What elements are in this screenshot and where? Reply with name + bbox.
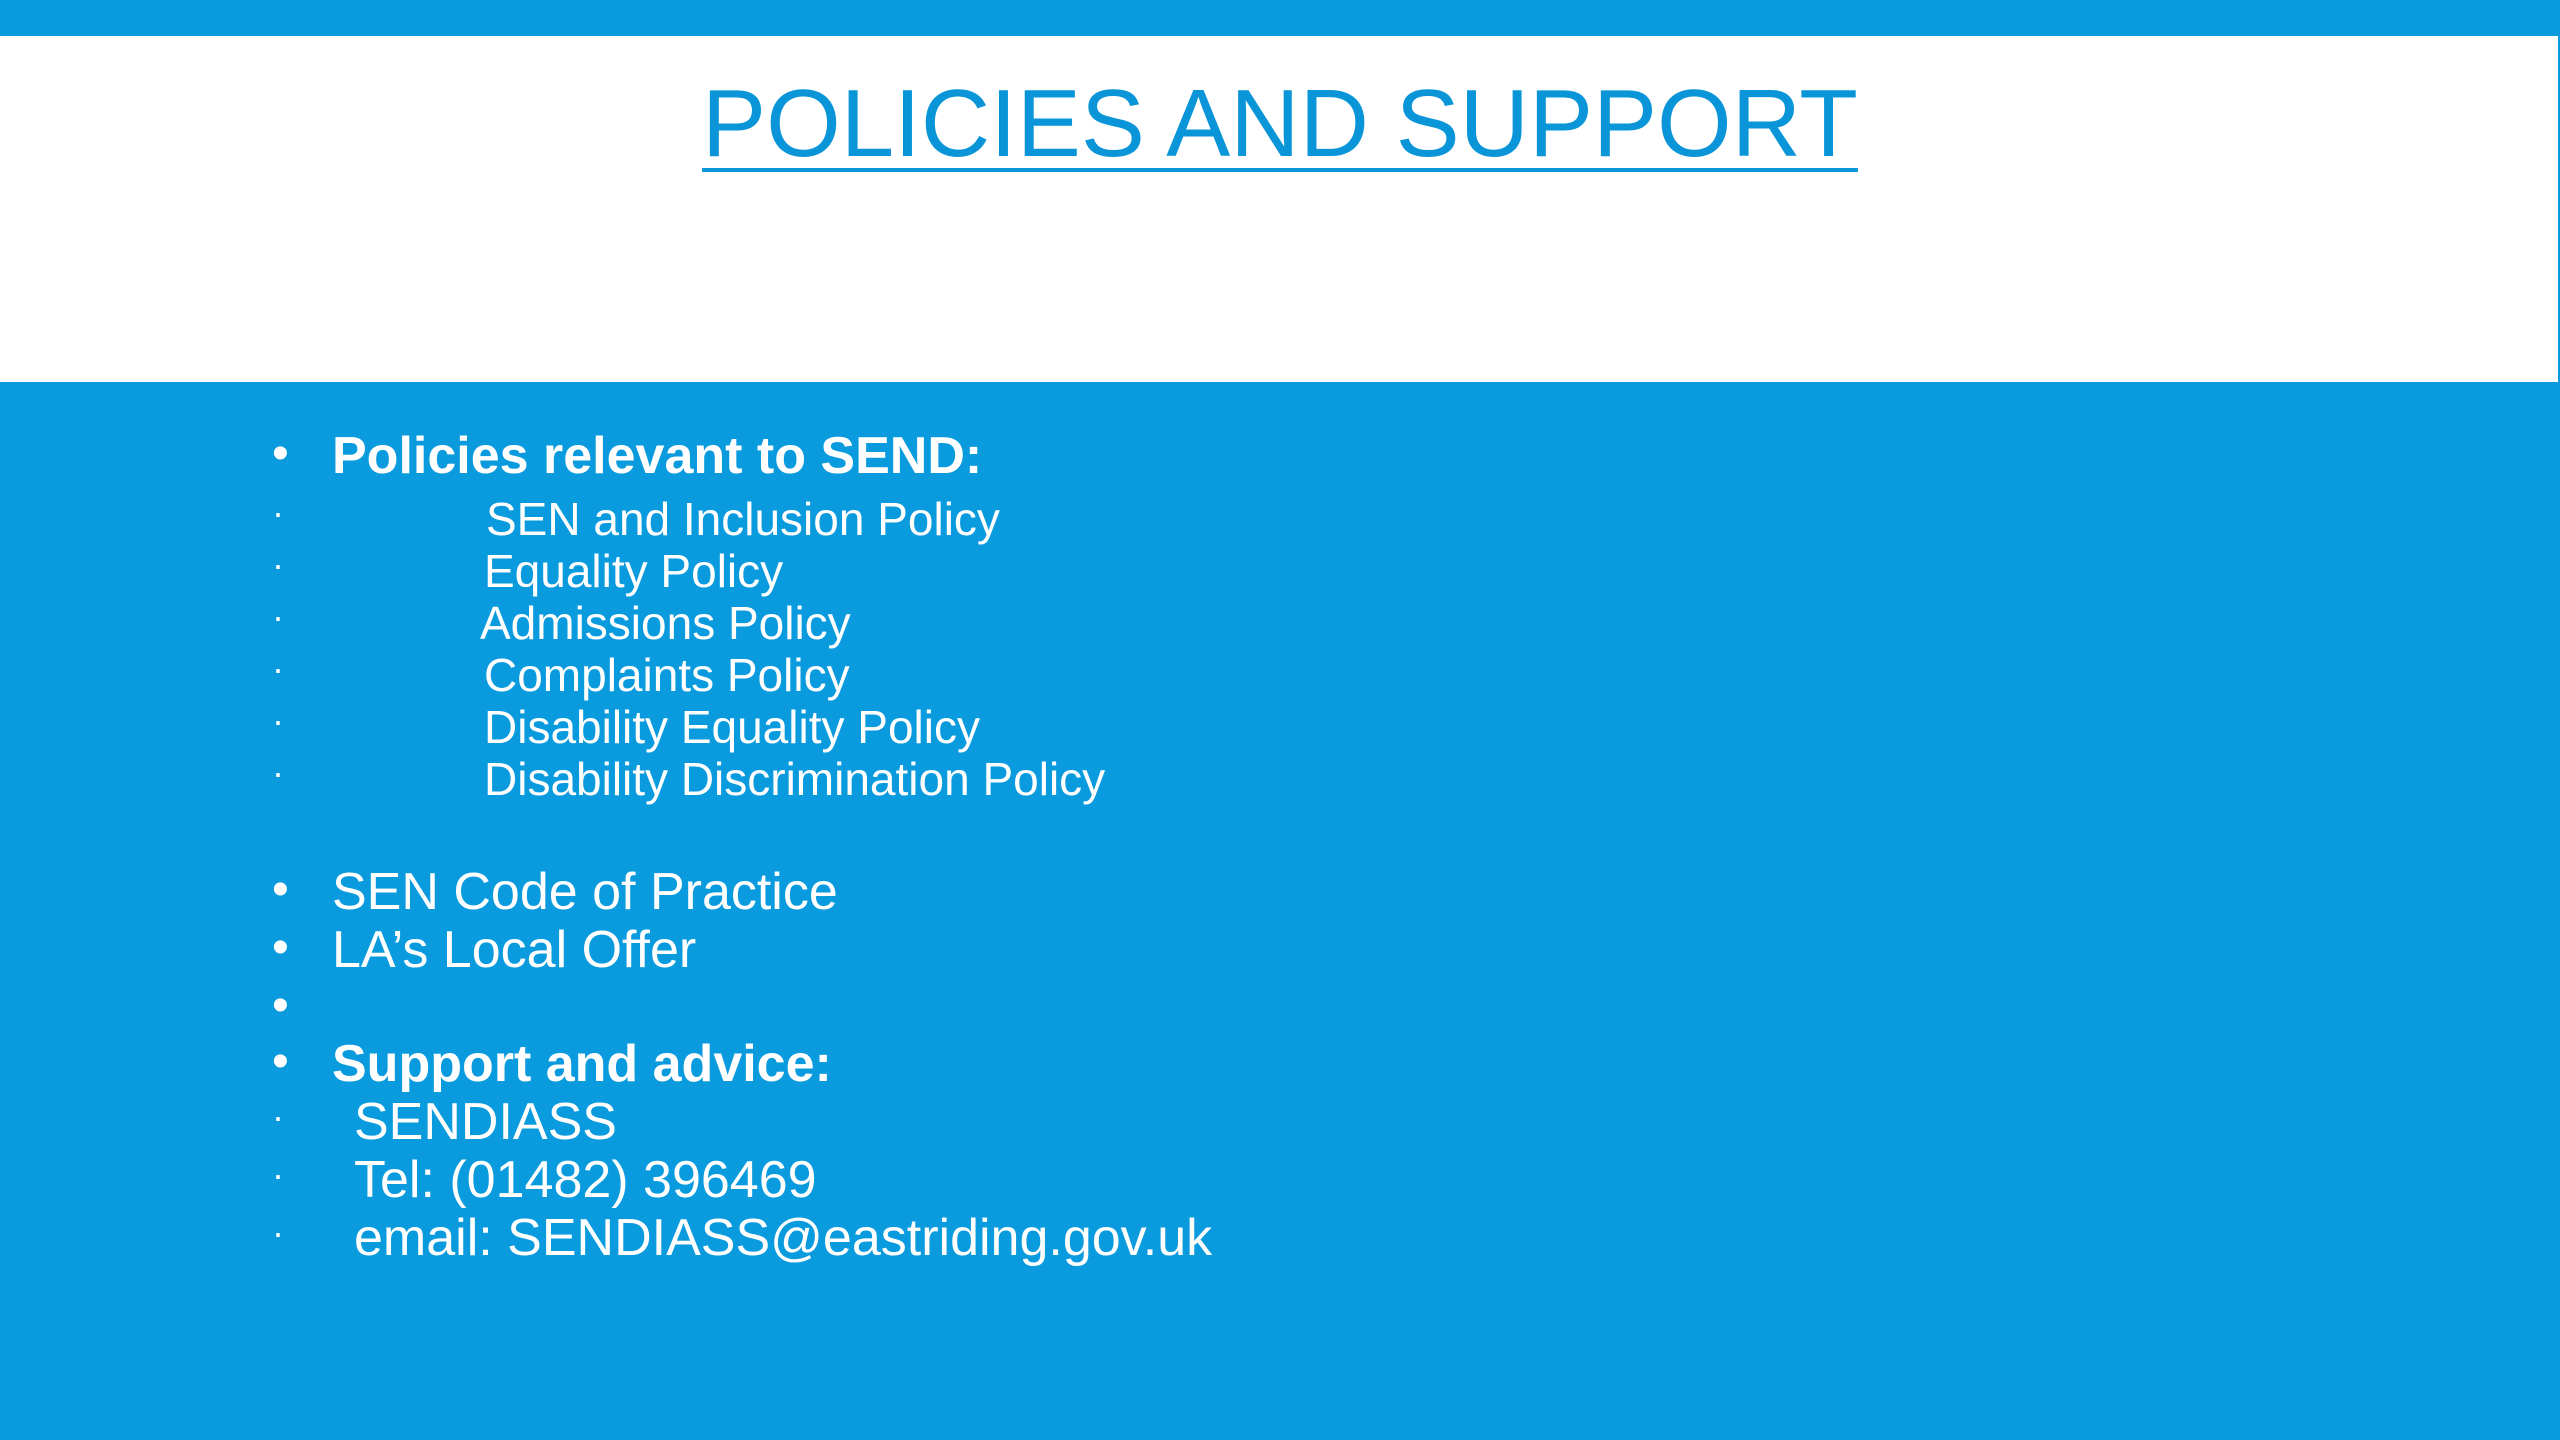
support-item: SENDIASS [354, 1093, 617, 1151]
bullet-icon: · [272, 544, 284, 585]
policy-item: SEN and Inclusion Policy [486, 493, 1000, 545]
bullet-icon: · [272, 1212, 284, 1253]
bullet-icon: · [272, 1154, 284, 1195]
policy-item: Admissions Policy [480, 597, 851, 649]
policy-item: Disability Equality Policy [484, 701, 980, 753]
support-heading: Support and advice: [332, 1035, 832, 1093]
bullet-icon: · [272, 492, 284, 533]
policy-item: Equality Policy [484, 545, 784, 597]
policy-item: Complaints Policy [484, 649, 850, 701]
bullet-icon: • [272, 979, 289, 1032]
local-offer-item: LA’s Local Offer [332, 921, 697, 979]
code-of-practice-item: SEN Code of Practice [332, 863, 838, 921]
bullet-icon: · [272, 1096, 284, 1137]
bullet-icon: • [272, 427, 289, 480]
policy-item: Disability Discrimination Policy [484, 753, 1106, 805]
policies-heading: Policies relevant to SEND: [332, 427, 983, 485]
bullet-icon: • [272, 1035, 289, 1088]
bullet-icon: • [272, 863, 289, 916]
bullet-icon: · [272, 700, 284, 741]
bullet-icon: · [272, 596, 284, 637]
support-phone: Tel: (01482) 396469 [354, 1151, 817, 1209]
bullet-icon: · [272, 752, 284, 793]
bullet-icon: · [272, 648, 284, 689]
slide-title: POLICIES AND SUPPORT [702, 70, 1858, 177]
bullet-icon: • [272, 921, 289, 974]
support-email: email: SENDIASS@eastriding.gov.uk [354, 1209, 1213, 1267]
